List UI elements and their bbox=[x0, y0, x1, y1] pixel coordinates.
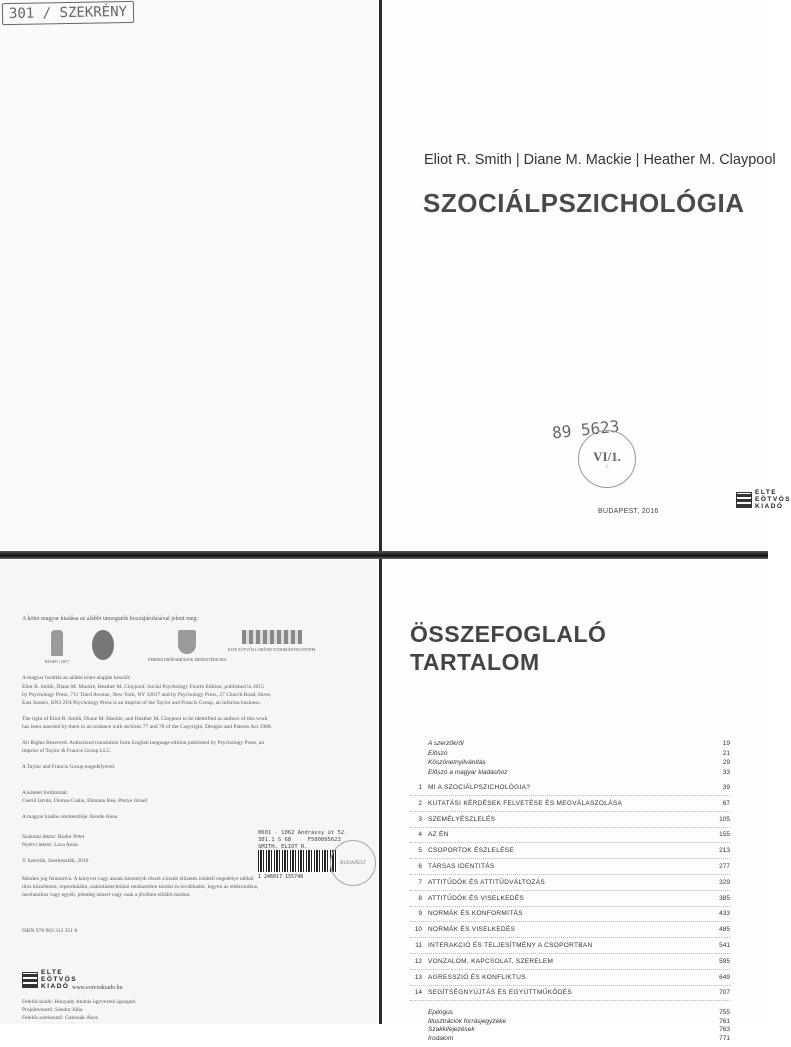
toc-divider bbox=[410, 811, 730, 812]
toc-page-number: 19 bbox=[722, 740, 730, 747]
building-icon bbox=[242, 630, 302, 644]
toc-entry-label: ATTITŰDÖK ÉS VISELKEDÉS bbox=[428, 894, 524, 902]
toc-divider bbox=[410, 937, 730, 938]
toc-divider bbox=[410, 842, 730, 843]
toc-chapter-number: 13 bbox=[414, 973, 422, 981]
sponsor-logo bbox=[45, 630, 69, 664]
toc-page-number: 105 bbox=[719, 815, 730, 823]
toc-front-back-row bbox=[410, 769, 730, 781]
toc-entry-label: Irodalom bbox=[428, 1034, 454, 1042]
sponsors-intro: A kötet magyar kiadása az alábbi támogatók hozzájárulásával jelent meg: bbox=[22, 616, 199, 622]
toc-divider bbox=[410, 906, 730, 907]
imprint-line: Nyelvi lektor: Laca Anna bbox=[22, 842, 78, 848]
imprint-line: tilos közzétenni, reprodukálni, számítástechnikai rendszerben tárolni és továbbadni, legyen az elektronikus, bbox=[22, 884, 259, 890]
publisher-logo bbox=[736, 489, 791, 510]
toc-title-line: TARTALOM bbox=[410, 649, 540, 675]
toc-page-number: 385 bbox=[719, 894, 730, 902]
toc-entry-label: AGRESSZIÓ ÉS KONFLIKTUS bbox=[428, 973, 526, 981]
imprint-line: Eliot R. Smith, Diane M. Mackie, Heather M. Claypool: Social Psychology Fourth Edition, published in 2015 bbox=[22, 684, 264, 690]
book-gutter bbox=[379, 0, 382, 1024]
toc-chapter-number: 2 bbox=[418, 799, 422, 807]
toc-divider bbox=[410, 874, 730, 875]
toc-chapter-number: 8 bbox=[418, 894, 422, 902]
toc-chapter-number: 1 bbox=[418, 784, 422, 791]
toc-entry-label: Köszönetnyilvánítás bbox=[428, 759, 486, 766]
barcode-number: 1 246017 155748 bbox=[258, 874, 304, 880]
sponsor-name: PAGEO | 2017 bbox=[45, 659, 69, 664]
catalog-card-line: 301.1 S 68 F500895623 bbox=[258, 837, 341, 843]
handwritten-inventory-number: 89 5623 bbox=[551, 416, 621, 443]
toc-page-number: 755 bbox=[719, 1009, 730, 1017]
toc-chapter-number: 6 bbox=[418, 863, 422, 870]
toc-entry-label: TÁRSAS IDENTITÁS bbox=[428, 863, 495, 870]
toc-entry-label: MI A SZOCIÁLPSZICHOLÓGIA? bbox=[428, 784, 531, 791]
library-stamp-text: VI/1. bbox=[593, 448, 621, 464]
toc-page-number: 29 bbox=[722, 759, 730, 766]
library-stamp bbox=[330, 840, 376, 886]
toc-divider bbox=[410, 1000, 730, 1001]
toc-chapter-number: 7 bbox=[418, 878, 422, 886]
toc-entry-label: INTERAKCIÓ ÉS TELJESÍTMÉNY A CSOPORTBAN bbox=[428, 942, 593, 949]
coat-of-arms-icon bbox=[178, 630, 196, 654]
toc-entry-label: NORMÁK ÉS KONFORMITÁS bbox=[428, 910, 523, 918]
publisher-logo-line: EÖTVÖS bbox=[41, 976, 78, 983]
toc-chapter-number: 4 bbox=[418, 831, 422, 839]
toc-chapter-number: 5 bbox=[418, 847, 422, 855]
toc-page-number: 541 bbox=[719, 942, 730, 949]
library-stamp-text: BUDAPEST bbox=[340, 860, 366, 866]
toc-chapter-number: 14 bbox=[414, 989, 422, 997]
imprint-line: ISBN 978 963 312 251 8 bbox=[22, 928, 78, 934]
toc-page-number: 485 bbox=[719, 926, 730, 934]
imprint-line: Minden jog fenntartva. A könyvet vagy annak bármelyik részét a kiadó előzetes írásbeli engedélye nélkül bbox=[22, 876, 254, 882]
barcode bbox=[258, 850, 338, 872]
toc-page-number: 33 bbox=[722, 768, 730, 776]
scan-divider bbox=[0, 551, 768, 559]
toc-page-number: 649 bbox=[719, 973, 730, 981]
toc-entry-label: CSOPORTOK ÉSZLELÉSE bbox=[428, 847, 515, 855]
sponsor-name: EMBERI ERŐFORRÁSOK MINISZTÉRIUMA bbox=[148, 657, 227, 662]
library-stamp: VI/1. ○ bbox=[578, 430, 636, 488]
imprint-line: A kötetet fordították: bbox=[22, 790, 69, 796]
publisher-logo-icon bbox=[22, 972, 38, 988]
imprint-line: Projektvezető: Sándor Júlia bbox=[22, 1007, 83, 1013]
toc-divider bbox=[410, 795, 730, 796]
handwritten-shelf-mark: 301 / SZEKRÉNY bbox=[2, 1, 134, 25]
toc-chapter-number: 10 bbox=[414, 926, 422, 934]
publisher-logo-line: EÖTVÖS bbox=[755, 496, 791, 503]
imprint-line: has been asserted by them in accordance with sections 77 and 78 of the Copyright, Designs and Patents Act 1988. bbox=[22, 724, 273, 730]
toc-entry-label: A szerzőkről bbox=[428, 740, 464, 747]
toc-page-number: 329 bbox=[719, 878, 730, 886]
toc-page-number: 39 bbox=[722, 784, 730, 791]
imprint-line: mechanikus vagy egyéb, jelenleg ismert vagy csak a jövőben előálló módon. bbox=[22, 892, 191, 898]
toc-entry-label: Előszó bbox=[428, 749, 448, 757]
toc-divider bbox=[410, 827, 730, 828]
catalog-card-line: SMITH, ELIOT R. bbox=[258, 844, 308, 850]
publisher-logo-icon bbox=[736, 492, 752, 508]
toc-chapter-number: 9 bbox=[418, 910, 422, 918]
toc-divider bbox=[410, 890, 730, 891]
sponsor-logo bbox=[92, 630, 114, 663]
sponsor-logo bbox=[228, 630, 315, 652]
toc-page-number: 277 bbox=[719, 863, 730, 870]
imprint-line: imprint of Taylor & Francis Group LLC. bbox=[22, 748, 112, 754]
toc-page-number: 771 bbox=[719, 1034, 730, 1042]
publisher-logo bbox=[22, 969, 77, 990]
imprint-line: A magyar kiadás szerkesztője: Kende Anna bbox=[22, 814, 118, 820]
sponsor-name: ELTE EÖTVÖS LORÁND TUDOMÁNYEGYETEM bbox=[228, 647, 316, 652]
imprint-line: The right of Eliot R. Smith, Diane M. Mackie, and Heather M. Claypool to be identified as authors of this work bbox=[22, 716, 268, 722]
book-authors: Eliot R. Smith | Diane M. Mackie | Heather M. Claypool bbox=[424, 152, 776, 168]
toc-divider bbox=[410, 921, 730, 922]
imprint-line: All Rights Reserved. Authorized translation from English language edition published by Psychology Press, an bbox=[22, 740, 265, 746]
toc-page-number: 761 bbox=[719, 1017, 730, 1025]
toc-title bbox=[410, 620, 606, 676]
toc-entry-label: SEGÍTSÉGNYÚJTÁS ÉS EGYÜTTMŰKÖDÉS bbox=[428, 989, 572, 997]
publisher-logo-line: KIADÓ bbox=[41, 983, 70, 990]
toc-entry-label: Epilógus bbox=[428, 1009, 453, 1017]
toc-entry-label: ATTITŰDÖK ÉS ATTITŰDVÁLTOZÁS bbox=[428, 878, 545, 886]
toc-entry-label: Illusztrációk forrásjegyzéke bbox=[428, 1017, 507, 1025]
toc-entry-label: VONZALOM, KAPCSOLAT, SZERELEM bbox=[428, 957, 554, 965]
imprint-line: East Sussex, BN3 2FA Psychology Press is an imprint of the Taylor and Francis Group, an informa business. bbox=[22, 700, 261, 706]
imprint-line: Szakmai lektor: Bodor Péter bbox=[22, 834, 85, 840]
imprint-line: A magyar fordítás az alábbi kötet alapján készült: bbox=[22, 675, 131, 681]
toc-divider bbox=[410, 969, 730, 970]
blank-endpaper-page bbox=[0, 0, 380, 552]
toc-entry-label: Előszó a magyar kiadáshoz bbox=[428, 768, 508, 776]
toc-page-number: 67 bbox=[722, 799, 730, 807]
toc-chapter-number: 11 bbox=[415, 942, 422, 949]
imprint-line: © Szerzők, Szerkesztők, 2016 bbox=[22, 858, 89, 864]
toc-title-line: ÖSSZEFOGLALÓ bbox=[410, 621, 607, 647]
imprint-line: Felelős szerkesztő: Gabonák Ákos bbox=[22, 1015, 98, 1021]
imprint-line: Csertő István, Domsa Csaba, Ehmann Bea, Pintye József bbox=[22, 798, 148, 804]
toc-divider bbox=[410, 858, 730, 859]
toc-page-number: 595 bbox=[719, 957, 730, 965]
catalog-card-line: 0601 - 1062 Andrássy út 52. bbox=[258, 830, 348, 836]
statue-icon bbox=[51, 630, 63, 656]
publisher-logo-line: ELTE bbox=[755, 489, 778, 496]
toc-page-number: 21 bbox=[722, 749, 730, 757]
publisher-logo-line: ELTE bbox=[41, 969, 64, 976]
toc-chapter-number: 12 bbox=[414, 957, 422, 965]
imprint-line: A Taylor and Francis Group engedélyével. bbox=[22, 764, 116, 770]
imprint-line: by Psychology Press, 711 Third Avenue, New York, NY 10017 and by Psychology Press, 27 Church Road, Hove, bbox=[22, 692, 272, 698]
toc-front-back-row bbox=[410, 1035, 730, 1047]
toc-entry-label: KUTATÁSI KÉRDÉSEK FELVETÉSE ÉS MEGVÁLASZOLÁSA bbox=[428, 799, 623, 807]
toc-entry-label: AZ ÉN bbox=[428, 831, 449, 839]
toc-page-number: 763 bbox=[719, 1026, 730, 1034]
toc-entry-label: NORMÁK ÉS VISELKEDÉS bbox=[428, 926, 516, 934]
sponsor-logo bbox=[148, 630, 226, 662]
imprint-line: Felelős kiadó: Hunyady András ügyvezető igazgató bbox=[22, 999, 136, 1005]
toc-entry-label: SZEMÉLYÉSZLELÉS bbox=[428, 815, 496, 823]
toc-page-number: 213 bbox=[719, 847, 730, 855]
publisher-logo-line: KIADÓ bbox=[755, 503, 784, 510]
book-title: SZOCIÁLPSZICHOLÓGIA bbox=[423, 188, 745, 218]
publisher-website: www.eotvoskiado.hu bbox=[72, 985, 123, 991]
toc-entry-label: Szakkifejezések bbox=[428, 1026, 475, 1034]
medal-icon bbox=[92, 630, 114, 660]
title-page bbox=[382, 0, 791, 552]
toc-divider bbox=[410, 953, 730, 954]
toc-page-number: 433 bbox=[719, 910, 730, 918]
toc-chapter-number: 3 bbox=[418, 815, 422, 823]
toc-page-number: 707 bbox=[719, 989, 730, 997]
toc-page-number: 155 bbox=[719, 831, 730, 839]
toc-divider bbox=[410, 985, 730, 986]
publication-place-year: BUDAPEST, 2016 bbox=[598, 508, 659, 515]
